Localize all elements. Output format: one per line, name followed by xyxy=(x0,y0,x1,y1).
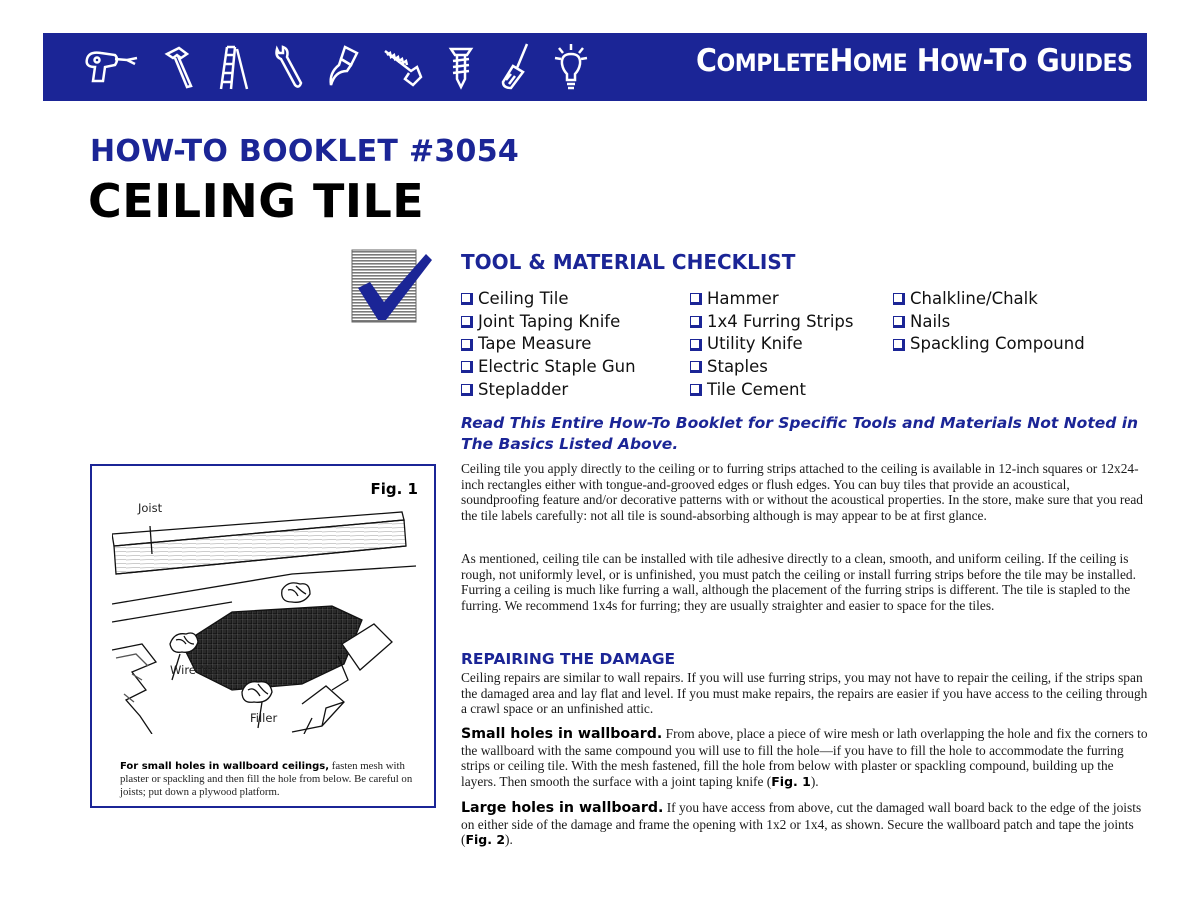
checklist-item-label: Utility Knife xyxy=(707,334,803,354)
ladder-icon xyxy=(217,43,251,91)
large-holes-lead: Large holes in wallboard. xyxy=(461,800,664,816)
checkbox-icon xyxy=(893,293,905,305)
checklist-item xyxy=(690,333,893,356)
booklet-title: CEILING TILE xyxy=(88,174,425,228)
checklist-item-label: Tape Measure xyxy=(478,334,592,354)
fig-2-reference: Fig. 2 xyxy=(465,832,506,848)
checkbox-icon xyxy=(690,316,702,328)
checklist-item-label: Joint Taping Knife xyxy=(478,311,621,331)
checklist-item-label: Nails xyxy=(910,311,951,331)
hammer-icon xyxy=(163,44,197,90)
checkbox-icon xyxy=(461,339,473,351)
wire-mesh-callout: Wire Mesh xyxy=(170,663,230,677)
small-holes-lead: Small holes in wallboard. xyxy=(461,726,663,742)
figure-1 xyxy=(90,464,436,808)
checklist-item xyxy=(461,379,690,402)
brand-word-complete: COMPLETE xyxy=(696,43,830,79)
repairing-intro: Ceiling repairs are similar to wall repairs. If you will use furring strips, you may not have to repair the ceiling, if the strips span the damaged area and lay flat and level. If you must make repairs, the repairs are easier if you have access to the ceiling through a crawl space or an unfinished attic. xyxy=(461,670,1148,717)
checklist-item-label: Staples xyxy=(707,357,768,377)
checklist-item-label: Stepladder xyxy=(478,379,569,399)
paint-brush-icon xyxy=(325,43,361,91)
checklist-item-label: Hammer xyxy=(707,289,779,308)
filler-callout: Filler xyxy=(250,711,278,725)
checklist xyxy=(461,288,1085,402)
checklist-item-label: Electric Staple Gun xyxy=(478,357,636,377)
trowel-icon xyxy=(497,42,533,92)
checkbox-icon xyxy=(461,361,473,373)
installation-paragraph: As mentioned, ceiling tile can be installed with tile adhesive directly to a clean, smooth, and uniform ceiling. If the ceiling is rough, not uniformly level, or is unfinished, you must patch the ceiling or install furring strips before the tile may be installed. Furring a ceiling is much like furring a wall, although the placement of the furring strips is different. The tile is stapled to the furring. We recommend 1x4s for furring; they are usually straighter and easier to space for the tiles. xyxy=(461,551,1136,613)
checkbox-icon xyxy=(893,316,905,328)
joist-callout: Joist xyxy=(138,501,163,515)
intro-paragraph: Ceiling tile you apply directly to the ceiling or to furring strips attached to the ceiling is available in 12-inch squares or 12x24-inch rectangles either with tongue-and-grooved edges or flush edges. You can buy tiles that provide an acoustical, soundproofing feature and/or decorative patterns with or without the acoustical properties. In the store, make sure that you read the tile labels carefully: not all tile is sound-absorbing although is may appear to be at first glance. xyxy=(461,461,1143,523)
checkbox-icon xyxy=(461,293,473,305)
checklist-item-label: Chalkline/Chalk xyxy=(910,289,1038,308)
checklist-item xyxy=(690,379,893,402)
checkbox-icon xyxy=(690,293,702,305)
checklist-item xyxy=(461,311,690,334)
small-holes-text: From above, place a piece of wire mesh or lath overlapping the hole and fix the corners to the wallboard with the same compound you will use to fill the hole—if you have to fill the hole to accommodate the furring strips or ceiling tile. With the mesh fastened, fill the hole from below with plaster or spackling compound, building up the layers. Then smooth the surface with a joint taping knife ( xyxy=(461,726,1148,789)
checklist-item xyxy=(690,288,893,311)
header-banner xyxy=(43,33,1147,101)
checklist-column-1 xyxy=(461,288,690,402)
checkbox-icon xyxy=(690,339,702,351)
screw-icon xyxy=(445,43,477,91)
small-holes-paragraph xyxy=(461,726,1151,789)
tool-icon-row xyxy=(81,33,609,101)
saw-icon xyxy=(381,43,425,91)
large-holes-end: ). xyxy=(505,832,513,848)
large-holes-text: If you have access from above, cut the damaged wall board back to the edge of the joists on either side of the damage and frame the opening with 1x2 or 1x4, as shown. Secure the wallboard patch and tape the joints ( xyxy=(461,800,1142,848)
checklist-item xyxy=(690,356,893,379)
caption-lead: For small holes in wallboard ceilings, xyxy=(120,761,330,772)
checklist-item xyxy=(461,333,690,356)
fig-1-reference: Fig. 1 xyxy=(771,773,811,789)
repairing-heading: REPAIRING THE DAMAGE xyxy=(461,650,676,668)
checklist-item-label: Spackling Compound xyxy=(910,334,1085,354)
checklist-column-3 xyxy=(893,288,1085,402)
small-holes-end: ). xyxy=(810,773,819,789)
checkbox-icon xyxy=(461,384,473,396)
caption-text: fasten mesh with plaster or spackling and then fill the hole from below. Be careful on joists; put down a plywood platform. xyxy=(120,760,413,798)
brand-word-home: HOME xyxy=(829,43,908,79)
brand-title xyxy=(696,43,1133,79)
checklist-item xyxy=(461,288,690,311)
checklist-item xyxy=(893,311,1085,334)
checkbox-icon xyxy=(690,384,702,396)
checklist-item xyxy=(690,311,893,334)
checklist-item-label: Ceiling Tile xyxy=(478,289,569,308)
brand-word-howto: HOW-TO GUIDES xyxy=(917,43,1133,79)
checklist-heading: TOOL & MATERIAL CHECKLIST xyxy=(461,250,796,274)
checklist-column-2 xyxy=(690,288,893,402)
checklist-item xyxy=(893,288,1085,311)
read-entire-note: Read This Entire How-To Booklet for Specific Tools and Materials Not Noted in The Basics Listed Above. xyxy=(461,414,1139,453)
checklist-item xyxy=(893,333,1085,356)
light-bulb-icon xyxy=(553,42,589,92)
checkbox-icon xyxy=(690,361,702,373)
booklet-number: HOW-TO BOOKLET #3054 xyxy=(90,134,520,169)
checkbox-icon xyxy=(893,339,905,351)
large-holes-paragraph xyxy=(461,800,1151,848)
wrench-icon xyxy=(271,43,305,91)
checkmark-icon xyxy=(350,248,434,324)
figure-caption xyxy=(120,760,420,798)
checklist-item-label: 1x4 Furring Strips xyxy=(707,311,854,331)
checklist-item xyxy=(461,356,690,379)
figure-label: Fig. 1 xyxy=(370,480,418,498)
checklist-item-label: Tile Cement xyxy=(707,379,806,399)
drill-icon xyxy=(81,45,143,89)
checkbox-icon xyxy=(461,316,473,328)
ceiling-repair-illustration xyxy=(112,494,418,734)
